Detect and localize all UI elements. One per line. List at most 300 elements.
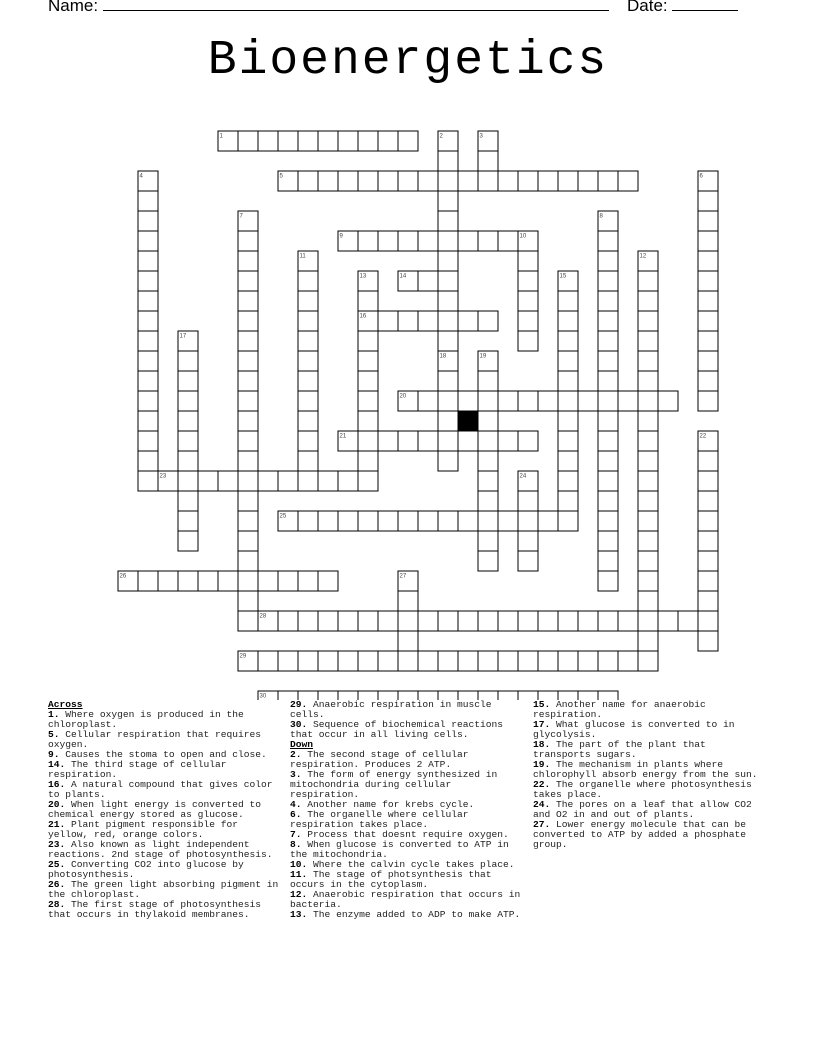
grid-cell[interactable] — [138, 331, 158, 351]
grid-cell[interactable] — [638, 471, 658, 491]
grid-cell[interactable] — [358, 511, 378, 531]
grid-cell[interactable] — [138, 351, 158, 371]
grid-cell[interactable] — [578, 171, 598, 191]
grid-cell[interactable] — [558, 491, 578, 511]
grid-cell[interactable] — [338, 611, 358, 631]
across-heading: Across — [48, 699, 83, 710]
grid-cell[interactable] — [358, 231, 378, 251]
grid-cell[interactable] — [398, 311, 418, 331]
grid-cell[interactable] — [698, 191, 718, 211]
grid-cell[interactable] — [478, 471, 498, 491]
grid-cell[interactable] — [298, 311, 318, 331]
grid-cell[interactable] — [358, 371, 378, 391]
grid-cell[interactable] — [238, 231, 258, 251]
grid-cell[interactable] — [138, 571, 158, 591]
grid-cell[interactable] — [558, 451, 578, 471]
grid-cell[interactable] — [298, 411, 318, 431]
grid-cell[interactable] — [558, 171, 578, 191]
grid-cell[interactable] — [598, 251, 618, 271]
grid-cell[interactable] — [138, 431, 158, 451]
grid-cell[interactable] — [618, 611, 638, 631]
grid-cell[interactable] — [598, 311, 618, 331]
grid-cell[interactable] — [198, 571, 218, 591]
grid-cell[interactable] — [518, 171, 538, 191]
grid-cell[interactable] — [578, 391, 598, 411]
grid-cell[interactable] — [498, 171, 518, 191]
grid-cell[interactable] — [218, 471, 238, 491]
grid-cell[interactable] — [298, 451, 318, 471]
grid-cell[interactable] — [238, 311, 258, 331]
grid-cell[interactable] — [178, 531, 198, 551]
grid-cell[interactable] — [418, 391, 438, 411]
grid-cell[interactable] — [558, 391, 578, 411]
grid-cell[interactable] — [518, 271, 538, 291]
grid-cell[interactable] — [638, 451, 658, 471]
grid-cell[interactable] — [498, 511, 518, 531]
grid-cell[interactable] — [278, 651, 298, 671]
grid-cell[interactable] — [238, 271, 258, 291]
grid-cell[interactable] — [438, 431, 458, 451]
grid-cell[interactable] — [358, 291, 378, 311]
grid-cell[interactable] — [178, 431, 198, 451]
grid-cell[interactable] — [638, 511, 658, 531]
grid-cell[interactable] — [638, 271, 658, 291]
grid-cell[interactable] — [598, 491, 618, 511]
grid-cell[interactable] — [618, 651, 638, 671]
grid-cell[interactable] — [638, 371, 658, 391]
grid-cell[interactable] — [238, 391, 258, 411]
grid-cell[interactable] — [438, 291, 458, 311]
grid-cell[interactable] — [498, 391, 518, 411]
grid-cell[interactable] — [278, 611, 298, 631]
grid-cell[interactable] — [698, 571, 718, 591]
grid-cell[interactable] — [558, 511, 578, 531]
grid-cell[interactable] — [178, 471, 198, 491]
grid-cell[interactable] — [138, 451, 158, 471]
grid-cell[interactable] — [438, 371, 458, 391]
grid-cell[interactable] — [698, 231, 718, 251]
grid-cell[interactable] — [398, 231, 418, 251]
grid-cell[interactable] — [258, 571, 278, 591]
grid-cell[interactable] — [558, 291, 578, 311]
grid-cell[interactable] — [238, 371, 258, 391]
grid-cell[interactable] — [138, 191, 158, 211]
grid-cell[interactable] — [298, 391, 318, 411]
grid-cell[interactable] — [238, 351, 258, 371]
grid-cell[interactable] — [318, 511, 338, 531]
grid-cell[interactable] — [238, 411, 258, 431]
grid-cell[interactable] — [698, 271, 718, 291]
grid-cell[interactable] — [338, 651, 358, 671]
grid-cell[interactable] — [598, 571, 618, 591]
grid-cell[interactable] — [518, 551, 538, 571]
grid-cell[interactable] — [558, 611, 578, 631]
grid-cell[interactable] — [378, 171, 398, 191]
grid-cell[interactable] — [238, 471, 258, 491]
grid-cell[interactable] — [298, 371, 318, 391]
grid-cell[interactable] — [238, 131, 258, 151]
grid-cell[interactable] — [138, 251, 158, 271]
grid-cell[interactable] — [278, 131, 298, 151]
grid-cell[interactable] — [238, 331, 258, 351]
grid-cell[interactable] — [458, 651, 478, 671]
grid-cell[interactable] — [618, 171, 638, 191]
grid-cell[interactable] — [198, 471, 218, 491]
grid-cell[interactable] — [138, 291, 158, 311]
grid-cell[interactable] — [378, 431, 398, 451]
grid-cell[interactable] — [298, 471, 318, 491]
grid-cell[interactable] — [638, 411, 658, 431]
grid-cell[interactable] — [258, 651, 278, 671]
grid-cell[interactable] — [698, 611, 718, 631]
grid-cell[interactable] — [698, 471, 718, 491]
grid-cell[interactable] — [178, 511, 198, 531]
grid-cell[interactable] — [178, 411, 198, 431]
grid-cell[interactable] — [518, 511, 538, 531]
grid-cell[interactable] — [418, 171, 438, 191]
grid-cell[interactable] — [338, 131, 358, 151]
grid-cell[interactable] — [158, 571, 178, 591]
grid-cell[interactable] — [258, 471, 278, 491]
grid-cell[interactable] — [498, 611, 518, 631]
grid-cell[interactable] — [598, 531, 618, 551]
grid-cell[interactable] — [438, 171, 458, 191]
grid-cell[interactable] — [478, 171, 498, 191]
grid-cell[interactable] — [698, 591, 718, 611]
grid-cell[interactable] — [478, 311, 498, 331]
grid-cell[interactable] — [458, 391, 478, 411]
grid-cell[interactable] — [438, 311, 458, 331]
grid-cell[interactable] — [538, 391, 558, 411]
grid-cell[interactable] — [458, 511, 478, 531]
grid-cell[interactable] — [238, 571, 258, 591]
grid-cell[interactable] — [598, 291, 618, 311]
grid-cell[interactable] — [618, 391, 638, 411]
grid-cell[interactable] — [438, 391, 458, 411]
grid-cell[interactable] — [178, 571, 198, 591]
grid-cell[interactable] — [638, 491, 658, 511]
grid-cell[interactable] — [598, 431, 618, 451]
grid-cell[interactable] — [658, 611, 678, 631]
grid-cell[interactable] — [478, 411, 498, 431]
grid-cell[interactable] — [398, 431, 418, 451]
grid-cell[interactable] — [438, 271, 458, 291]
grid-cell[interactable] — [538, 171, 558, 191]
grid-cell[interactable] — [278, 571, 298, 591]
grid-cell[interactable] — [238, 491, 258, 511]
grid-cell[interactable] — [538, 611, 558, 631]
grid-cell[interactable] — [558, 651, 578, 671]
grid-cell[interactable] — [378, 511, 398, 531]
grid-cell[interactable] — [478, 651, 498, 671]
grid-cell[interactable] — [478, 531, 498, 551]
grid-cell[interactable] — [478, 391, 498, 411]
grid-cell[interactable] — [638, 531, 658, 551]
grid-cell[interactable] — [478, 491, 498, 511]
grid-cell[interactable] — [498, 431, 518, 451]
grid-cell[interactable] — [598, 271, 618, 291]
grid-cell[interactable] — [238, 291, 258, 311]
grid-cell[interactable] — [578, 611, 598, 631]
grid-cell[interactable] — [298, 331, 318, 351]
grid-cell[interactable] — [598, 451, 618, 471]
grid-cell[interactable] — [378, 231, 398, 251]
grid-cell[interactable] — [478, 431, 498, 451]
grid-cell[interactable] — [318, 131, 338, 151]
grid-cell[interactable] — [418, 651, 438, 671]
grid-cell[interactable] — [478, 551, 498, 571]
clue-item — [48, 900, 280, 920]
grid-cell[interactable] — [278, 471, 298, 491]
grid-cell[interactable] — [138, 471, 158, 491]
grid-cell[interactable] — [698, 211, 718, 231]
clue-item — [290, 890, 522, 910]
grid-cell[interactable] — [438, 511, 458, 531]
grid-cell[interactable] — [638, 611, 658, 631]
grid-cell[interactable] — [438, 211, 458, 231]
grid-cell[interactable] — [558, 351, 578, 371]
grid-cell[interactable] — [438, 251, 458, 271]
grid-cell[interactable] — [178, 371, 198, 391]
grid-cell[interactable] — [378, 311, 398, 331]
grid-cell[interactable] — [298, 351, 318, 371]
grid-cell[interactable] — [438, 151, 458, 171]
grid-cell[interactable] — [178, 351, 198, 371]
clue-number-label: 28 — [259, 613, 267, 620]
grid-cell[interactable] — [218, 571, 238, 591]
grid-cell[interactable] — [298, 611, 318, 631]
grid-cell[interactable] — [478, 231, 498, 251]
grid-cell[interactable] — [698, 491, 718, 511]
grid-cell[interactable] — [358, 611, 378, 631]
grid-cell[interactable] — [398, 131, 418, 151]
grid-cell[interactable] — [598, 231, 618, 251]
grid-cell[interactable] — [638, 551, 658, 571]
grid-cell[interactable] — [498, 691, 518, 700]
grid-cell[interactable] — [598, 391, 618, 411]
grid-cell[interactable] — [238, 591, 258, 611]
grid-cell[interactable] — [298, 651, 318, 671]
grid-cell[interactable] — [458, 231, 478, 251]
grid-cell[interactable] — [518, 531, 538, 551]
grid-cell[interactable] — [138, 211, 158, 231]
grid-cell[interactable] — [478, 451, 498, 471]
grid-cell[interactable] — [358, 451, 378, 471]
grid-cell[interactable] — [398, 631, 418, 651]
grid-cell[interactable] — [338, 471, 358, 491]
grid-cell[interactable] — [598, 171, 618, 191]
grid-cell[interactable] — [638, 331, 658, 351]
grid-cell[interactable] — [378, 651, 398, 671]
grid-cell[interactable] — [518, 391, 538, 411]
grid-cell[interactable] — [638, 311, 658, 331]
grid-cell[interactable] — [178, 491, 198, 511]
grid-cell[interactable] — [258, 131, 278, 151]
grid-cell[interactable] — [138, 371, 158, 391]
grid-cell[interactable] — [298, 171, 318, 191]
grid-cell[interactable] — [698, 531, 718, 551]
grid-cell[interactable] — [598, 511, 618, 531]
grid-cell[interactable] — [418, 431, 438, 451]
grid-cell[interactable] — [598, 611, 618, 631]
grid-cell[interactable] — [638, 391, 658, 411]
grid-cell[interactable] — [138, 311, 158, 331]
grid-cell[interactable] — [598, 411, 618, 431]
grid-cell[interactable] — [518, 331, 538, 351]
grid-cell[interactable] — [558, 431, 578, 451]
grid-cell[interactable] — [698, 311, 718, 331]
grid-cell[interactable] — [638, 591, 658, 611]
grid-cell[interactable] — [598, 351, 618, 371]
grid-cell[interactable] — [438, 611, 458, 631]
grid-cell[interactable] — [338, 171, 358, 191]
grid-cell[interactable] — [318, 651, 338, 671]
grid-cell[interactable] — [638, 291, 658, 311]
grid-cell[interactable] — [358, 431, 378, 451]
grid-cell[interactable] — [698, 371, 718, 391]
grid-cell[interactable] — [418, 271, 438, 291]
grid-cell[interactable] — [358, 391, 378, 411]
grid-cell[interactable] — [518, 431, 538, 451]
grid-cell[interactable] — [398, 651, 418, 671]
grid-cell[interactable] — [478, 371, 498, 391]
grid-cell[interactable] — [558, 311, 578, 331]
grid-cell[interactable] — [338, 511, 358, 531]
grid-cell[interactable] — [478, 151, 498, 171]
grid-cell[interactable] — [598, 371, 618, 391]
grid-cell[interactable] — [558, 411, 578, 431]
grid-cell[interactable] — [638, 651, 658, 671]
grid-cell[interactable] — [398, 511, 418, 531]
grid-cell[interactable] — [238, 551, 258, 571]
grid-cell[interactable] — [358, 351, 378, 371]
grid-cell[interactable] — [298, 291, 318, 311]
grid-cell[interactable] — [238, 611, 258, 631]
grid-cell[interactable] — [178, 391, 198, 411]
grid-cell[interactable] — [518, 311, 538, 331]
grid-cell[interactable] — [698, 451, 718, 471]
grid-cell[interactable] — [298, 271, 318, 291]
grid-cell[interactable] — [438, 331, 458, 351]
grid-cell[interactable] — [398, 591, 418, 611]
grid-cell[interactable] — [358, 171, 378, 191]
grid-cell[interactable] — [518, 651, 538, 671]
grid-cell[interactable] — [518, 491, 538, 511]
grid-cell[interactable] — [138, 271, 158, 291]
grid-cell[interactable] — [438, 411, 458, 431]
grid-cell[interactable] — [318, 571, 338, 591]
grid-cell[interactable] — [438, 651, 458, 671]
grid-cell[interactable] — [598, 471, 618, 491]
grid-cell[interactable] — [538, 651, 558, 671]
grid-cell[interactable] — [638, 351, 658, 371]
grid-cell[interactable] — [418, 311, 438, 331]
grid-cell[interactable] — [298, 131, 318, 151]
grid-cell[interactable] — [698, 511, 718, 531]
grid-cell[interactable] — [698, 391, 718, 411]
grid-cell[interactable] — [298, 571, 318, 591]
grid-cell[interactable] — [698, 631, 718, 651]
grid-cell[interactable] — [358, 651, 378, 671]
grid-cell[interactable] — [638, 631, 658, 651]
clue-item — [48, 780, 280, 800]
grid-cell[interactable] — [458, 431, 478, 451]
grid-cell[interactable] — [558, 471, 578, 491]
grid-cell[interactable] — [598, 331, 618, 351]
grid-cell[interactable] — [378, 131, 398, 151]
grid-cell[interactable] — [238, 451, 258, 471]
grid-cell[interactable] — [658, 391, 678, 411]
grid-cell[interactable] — [378, 611, 398, 631]
grid-cell[interactable] — [398, 611, 418, 631]
grid-cell[interactable] — [458, 611, 478, 631]
grid-cell[interactable] — [478, 611, 498, 631]
grid-cell[interactable] — [398, 171, 418, 191]
clue-item — [533, 740, 769, 760]
grid-cell[interactable] — [238, 431, 258, 451]
grid-cell[interactable] — [318, 171, 338, 191]
grid-cell[interactable] — [318, 611, 338, 631]
grid-cell[interactable] — [518, 291, 538, 311]
grid-cell[interactable] — [418, 231, 438, 251]
grid-cell[interactable] — [438, 231, 458, 251]
grid-cell[interactable] — [298, 511, 318, 531]
grid-cell[interactable] — [638, 571, 658, 591]
grid-cell[interactable] — [498, 651, 518, 671]
grid-cell[interactable] — [138, 391, 158, 411]
grid-cell[interactable] — [318, 471, 338, 491]
clue-number-label: 16 — [359, 313, 367, 320]
grid-cell[interactable] — [598, 651, 618, 671]
grid-cell[interactable] — [358, 471, 378, 491]
grid-cell[interactable] — [438, 191, 458, 211]
grid-cell[interactable] — [478, 511, 498, 531]
grid-cell[interactable] — [558, 371, 578, 391]
grid-cell[interactable] — [638, 431, 658, 451]
grid-cell[interactable] — [698, 291, 718, 311]
grid-cell[interactable] — [598, 551, 618, 571]
grid-cell[interactable] — [518, 251, 538, 271]
grid-cell[interactable] — [538, 511, 558, 531]
grid-cell[interactable] — [238, 531, 258, 551]
clue-number: 8. — [290, 839, 302, 850]
clue-number-label: 8 — [599, 213, 603, 220]
grid-cell[interactable] — [458, 311, 478, 331]
grid-cell[interactable] — [418, 611, 438, 631]
grid-cell[interactable] — [698, 551, 718, 571]
grid-cell[interactable] — [138, 411, 158, 431]
grid-cell[interactable] — [358, 331, 378, 351]
grid-cell[interactable] — [138, 231, 158, 251]
grid-cell[interactable] — [358, 131, 378, 151]
grid-cell[interactable] — [178, 451, 198, 471]
grid-cell[interactable] — [698, 251, 718, 271]
grid-cell[interactable] — [698, 351, 718, 371]
grid-cell[interactable] — [578, 651, 598, 671]
grid-cell[interactable] — [518, 611, 538, 631]
grid-cell[interactable] — [418, 511, 438, 531]
grid-cell[interactable] — [238, 511, 258, 531]
grid-cell[interactable] — [678, 611, 698, 631]
grid-cell[interactable] — [458, 171, 478, 191]
grid-cell[interactable] — [298, 431, 318, 451]
grid-cell[interactable] — [698, 331, 718, 351]
grid-cell[interactable] — [238, 251, 258, 271]
grid-cell[interactable] — [358, 411, 378, 431]
grid-cell[interactable] — [438, 451, 458, 471]
grid-cell[interactable] — [498, 231, 518, 251]
grid-cell[interactable] — [558, 331, 578, 351]
